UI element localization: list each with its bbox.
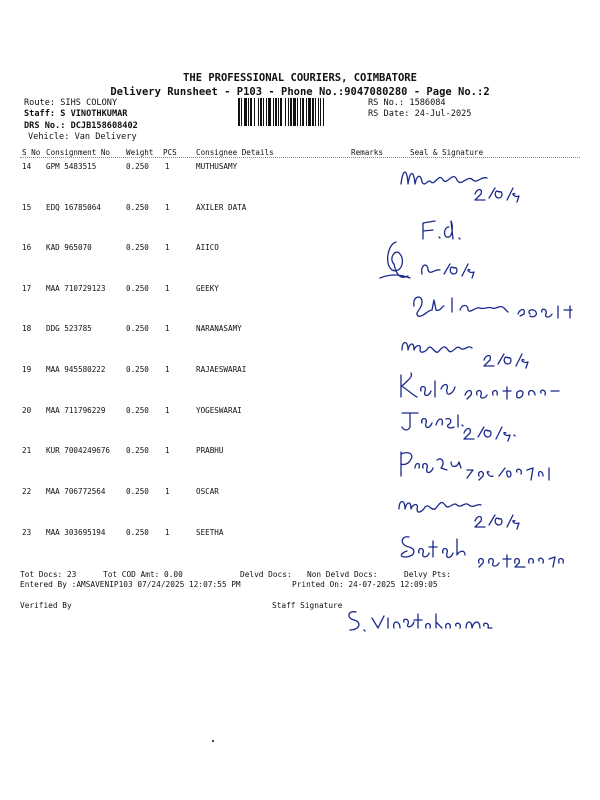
stray-mark xyxy=(212,740,214,742)
row-sno: 14 xyxy=(22,162,32,171)
signature-row-21 xyxy=(395,446,575,486)
row-sno: 20 xyxy=(22,406,32,415)
row-consignee: NARANASAMY xyxy=(196,324,242,333)
printed-on: Printed On: 24-07-2025 12:09:05 xyxy=(292,580,438,589)
row-consignee: GEEKY xyxy=(196,284,219,293)
total-docs: Tot Docs: 23 xyxy=(20,570,77,579)
non-delivered-docs: Non Delvd Docs: xyxy=(307,570,378,579)
row-consignee: RAJAESWARAI xyxy=(196,365,247,374)
row-pcs: 1 xyxy=(165,203,170,212)
signature-row-17 xyxy=(408,286,588,326)
signature-row-18 xyxy=(398,330,568,370)
row-sno: 23 xyxy=(22,528,32,537)
total-cod-amount: Tot COD Amt: 0.00 xyxy=(103,570,183,579)
row-consignee: AXILER DATA xyxy=(196,203,247,212)
row-pcs: 1 xyxy=(165,365,170,374)
row-consignment: MAA 303695194 xyxy=(46,528,106,537)
staff-label: Staff: S VINOTHKUMAR xyxy=(24,109,128,119)
delivery-points: Delvy Pts: xyxy=(404,570,451,579)
row-consignment: EDQ 16785064 xyxy=(46,203,101,212)
entered-by: Entered By :AMSAVENIP103 07/24/2025 12:07:55 PM xyxy=(20,580,241,589)
row-sno: 18 xyxy=(22,324,32,333)
row-weight: 0.250 xyxy=(126,203,149,212)
col-consignment: Consignment No xyxy=(46,148,111,157)
row-consignment: GPM 5483515 xyxy=(46,162,97,171)
signature-row-16 xyxy=(370,234,510,294)
row-consignee: MUTHUSAMY xyxy=(196,162,238,171)
row-pcs: 1 xyxy=(165,162,170,171)
row-consignee: YOGESWARAI xyxy=(196,406,242,415)
runsheet-title: Delivery Runsheet - P103 - Phone No.:9047080280 - Page No.:2 xyxy=(110,86,490,98)
row-consignee: PRABHU xyxy=(196,446,224,455)
row-weight: 0.250 xyxy=(126,284,149,293)
row-weight: 0.250 xyxy=(126,446,149,455)
col-seal-signature: Seal & Signature xyxy=(410,148,484,157)
signature-row-14 xyxy=(395,158,565,208)
col-remarks: Remarks xyxy=(351,148,384,157)
col-sno: S No xyxy=(22,148,41,157)
col-weight: Weight xyxy=(126,148,154,157)
signature-row-20 xyxy=(398,405,558,445)
delivered-docs: Delvd Docs: xyxy=(240,570,292,579)
row-pcs: 1 xyxy=(165,406,170,415)
row-consignee: OSCAR xyxy=(196,487,219,496)
row-weight: 0.250 xyxy=(126,162,149,171)
row-sno: 21 xyxy=(22,446,32,455)
row-consignment: KUR 7004249676 xyxy=(46,446,111,455)
row-consignment: KAD 965070 xyxy=(46,243,92,252)
verified-by-label: Verified By xyxy=(20,601,72,610)
row-sno: 19 xyxy=(22,365,32,374)
col-pcs: PCS xyxy=(163,148,177,157)
row-consignee: AIICO xyxy=(196,243,219,252)
row-pcs: 1 xyxy=(165,446,170,455)
staff-signature-label: Staff Signature xyxy=(272,601,343,610)
row-consignment: MAA 945580222 xyxy=(46,365,106,374)
row-weight: 0.250 xyxy=(126,528,149,537)
signature-row-19 xyxy=(395,367,575,407)
row-weight: 0.250 xyxy=(126,406,149,415)
row-consignment: DDG 523785 xyxy=(46,324,92,333)
row-weight: 0.250 xyxy=(126,324,149,333)
row-pcs: 1 xyxy=(165,324,170,333)
col-consignee: Consignee Details xyxy=(196,148,274,157)
route-label: Route: SIHS COLONY xyxy=(24,98,118,108)
row-sno: 16 xyxy=(22,243,32,252)
staff-signature xyxy=(342,604,502,638)
row-pcs: 1 xyxy=(165,487,170,496)
row-weight: 0.250 xyxy=(126,243,149,252)
row-weight: 0.250 xyxy=(126,365,149,374)
row-consignee: SEETHA xyxy=(196,528,224,537)
signature-row-23 xyxy=(395,525,575,575)
row-consignment: MAA 711796229 xyxy=(46,406,106,415)
row-sno: 15 xyxy=(22,203,32,212)
drs-number: DRS No.: DCJB158608402 xyxy=(24,121,138,131)
row-sno: 17 xyxy=(22,284,32,293)
row-pcs: 1 xyxy=(165,284,170,293)
row-consignment: MAA 706772564 xyxy=(46,487,106,496)
row-consignment: MAA 710729123 xyxy=(46,284,106,293)
row-pcs: 1 xyxy=(165,528,170,537)
barcode-image xyxy=(238,98,362,126)
vehicle-label: Vehicle: Van Delivery xyxy=(28,132,137,142)
rs-date: RS Date: 24-Jul-2025 xyxy=(368,109,472,119)
row-weight: 0.250 xyxy=(126,487,149,496)
company-title: THE PROFESSIONAL COURIERS, COIMBATORE xyxy=(183,72,417,84)
row-sno: 22 xyxy=(22,487,32,496)
rs-number: RS No.: 1586084 xyxy=(368,98,446,108)
row-pcs: 1 xyxy=(165,243,170,252)
